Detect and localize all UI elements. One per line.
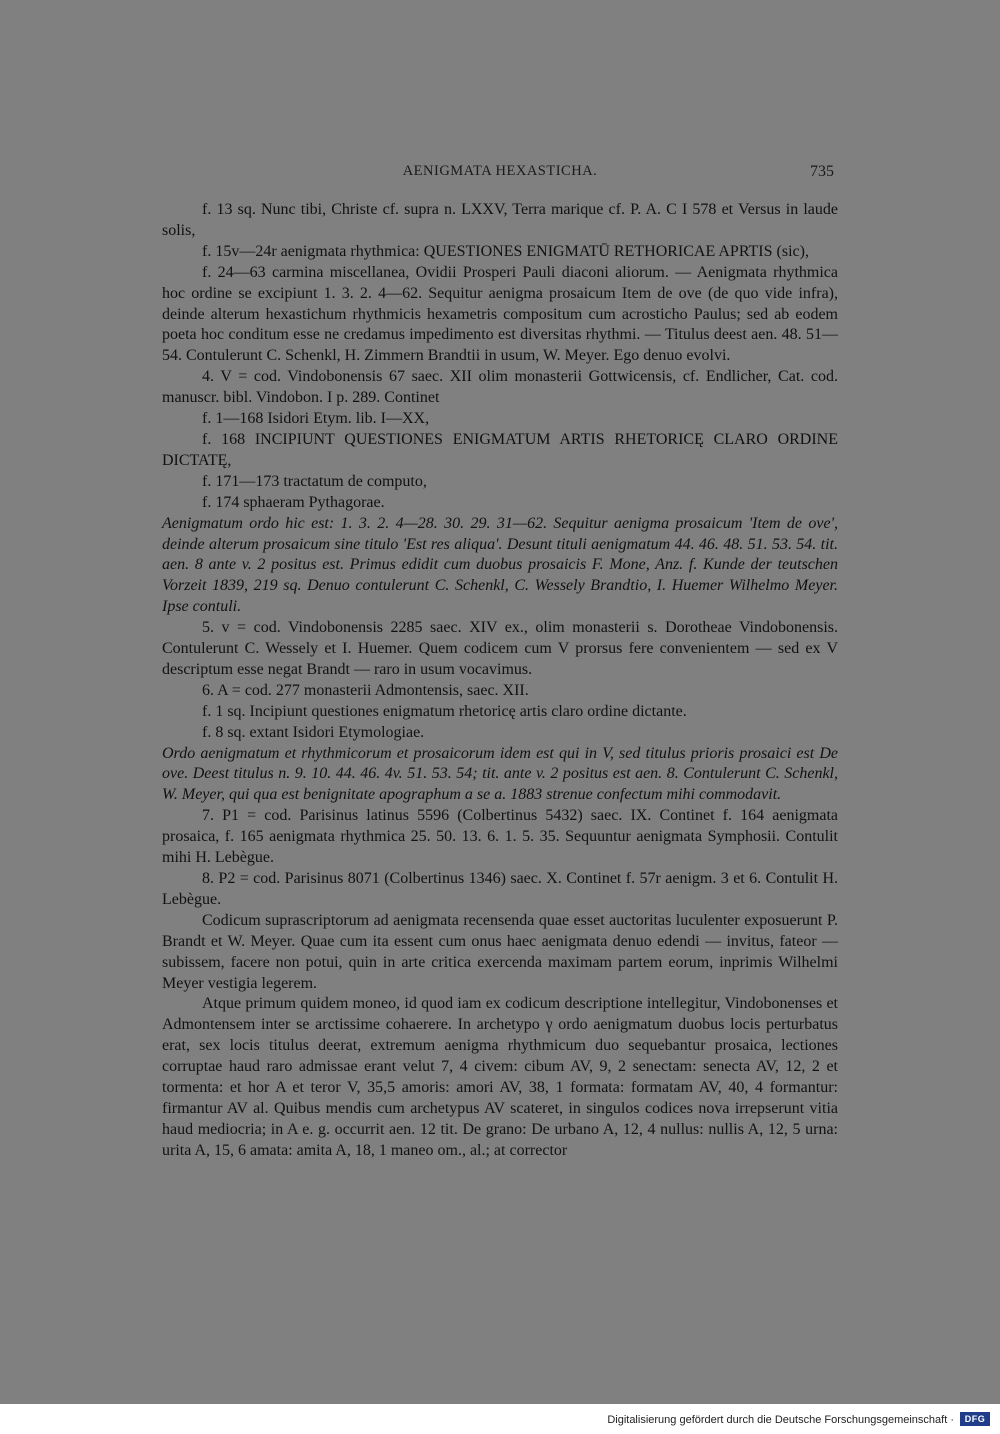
- paragraph: f. 168 INCIPIUNT QUESTIONES ENIGMATUM ARTIS RHETORICĘ CLARO ORDINE DICTATĘ,: [162, 430, 838, 469]
- paragraph: Ordo aenigmatum et rhythmicorum et prosaicorum idem est qui in V, sed titulus prioris prosaici est De ove. Deest titulus n. 9. 10. 44. 46. 4v. 51. 53. 54; tit. ante v. 2 positus est aen. 8. Contulerunt C. Schenkl, W. Meyer, qui qua est benignitate apographum a se a. 1883 strenue confectum mihi commodavit.: [162, 744, 838, 804]
- paragraph: Codicum suprascriptorum ad aenigmata recensenda quae esset auctoritas luculenter exposuerunt P. Brandt et W. Meyer. Quae cum ita essent cum onus haec aenigmata denuo edendi — invitus, fateor — subissem, facere non potui, quin in arte critica exercenda maximam partem eorum, inprimis Wilhelmi Meyer vestigia legerem.: [162, 911, 838, 992]
- paragraph: Aenigmatum ordo hic est: 1. 3. 2. 4—28. 30. 29. 31—62. Sequitur aenigma prosaicum 'Item de ove', deinde alterum prosaicum sine titulo 'Est res aliqua'. Desunt tituli aenigmatum 44. 46. 48. 51. 53. 54. tit. aen. 8 ante v. 2 positus est. Primus edidit cum duobus prosaicis F. Mone, Anz. f. Kunde der teutschen Vorzeit 1839, 219 sq. Denuo contulerunt C. Schenkl, C. Wessely Brandtio, I. Huemer Wilhelmo Meyer. Ipse contuli.: [162, 514, 838, 616]
- running-head: AENIGMATA HEXASTICHA.: [402, 163, 598, 179]
- paragraph: 5. v = cod. Vindobonensis 2285 saec. XIV ex., olim monasterii s. Dorotheae Vindobonensis. Contulerunt C. Wessely et I. Huemer. Quem codicem cum V prorsus fere convenientem — sed ex V descriptum esse negat Brandt — raro in usum vocavimus.: [162, 619, 838, 678]
- paragraph: f. 8 sq. extant Isidori Etymologiae.: [202, 723, 425, 741]
- page-number: 735: [810, 163, 834, 180]
- text-block: [162, 200, 838, 1162]
- paragraph: f. 1 sq. Incipiunt questiones enigmatum rhetoricę artis claro ordine dictante.: [202, 702, 687, 720]
- paragraph: 7. P1 = cod. Parisinus latinus 5596 (Colbertinus 5432) saec. IX. Continet f. 164 aenigmata prosaica, f. 165 aenigmata rhythmica 25. 50. 13. 6. 1. 5. 35. Sequuntur aenigmata Symphosii. Contulit mihi H. Lebègue.: [162, 807, 838, 867]
- paragraph: f. 15v—24r aenigmata rhythmica: QUESTIONES ENIGMATŪ RETHORICAE APRTIS (sic),: [202, 242, 809, 260]
- paragraph: 4. V = cod. Vindobonensis 67 saec. XII olim monasterii Gottwicensis, cf. Endlicher, Cat. cod. manuscr. bibl. Vindobon. I p. 289. Continet: [162, 368, 838, 407]
- paragraph: f. 171—173 tractatum de computo,: [202, 472, 427, 490]
- paragraph: 6. A = cod. 277 monasterii Admontensis, saec. XII.: [202, 681, 529, 699]
- paragraph: Atque primum quidem moneo, id quod iam ex codicum descriptione intellegitur, Vindobonenses et Admontensem inter se arctissime cohaerere. In archetypo γ ordo aenigmatum duobus locis perturbatus erat, sex locis titulus deerat, extremum aenigma rhythmicum duo sequebantur prosaica, lectiones corruptae haud raro admissae erant velut 7, 4 civem: cibum AV, 9, 2 senectam: senecta AV, 12, 2 et tormenta: et hor A et teror V, 35,5 amoris: amori AV, 38, 1 formata: formatam AV, 40, 4 formantur: firmantur AV al. Quibus mendis cum archetypus AV scateret, in singulos codices nova irrepserunt vitia haud mediocria; in A e. g. occurrit aen. 12 tit. De grano: De urbano A, 12, 4 nullus: nullis A, 12, 5 urna: urita A, 15, 6 amata: amita A, 18, 1 maneo om., al.; at corrector: [162, 995, 838, 1159]
- dfg-logo: DFG: [960, 1412, 990, 1426]
- paragraph: f. 24—63 carmina miscellanea, Ovidii Prosperi Pauli diaconi aliorum. — Aenigmata rhythmica hoc ordine se excipiunt 1. 3. 2. 4—62. Sequitur aenigma prosaicum Item de ove (de quo vide infra), deinde alterum hexastichum rhythmicis hexametris compositum cum acrosticho Paulus; sed ab eodem poeta hoc conditum esse ne credamus impedimento est diversitas rhythmi. — Titulus deest aen. 48. 51—54. Contulerunt C. Schenkl, H. Zimmern Brandtii in usum, W. Meyer. Ego denuo evolvi.: [162, 263, 838, 365]
- footer-credit: Digitalisierung gefördert durch die Deutsche Forschungsgemeinschaft ·: [607, 1414, 954, 1426]
- paragraph: 8. P2 = cod. Parisinus 8071 (Colbertinus 1346) saec. X. Continet f. 57r aenigm. 3 et 6. Contulit H. Lebègue.: [162, 870, 838, 908]
- paragraph: f. 13 sq. Nunc tibi, Christe cf. supra n. LXXV, Terra marique cf. P. A. C I 578 et Versus in laude solis,: [162, 201, 838, 239]
- paragraph: f. 174 sphaeram Pythagorae.: [202, 493, 385, 511]
- paragraph: f. 1—168 Isidori Etym. lib. I—XX,: [202, 410, 430, 428]
